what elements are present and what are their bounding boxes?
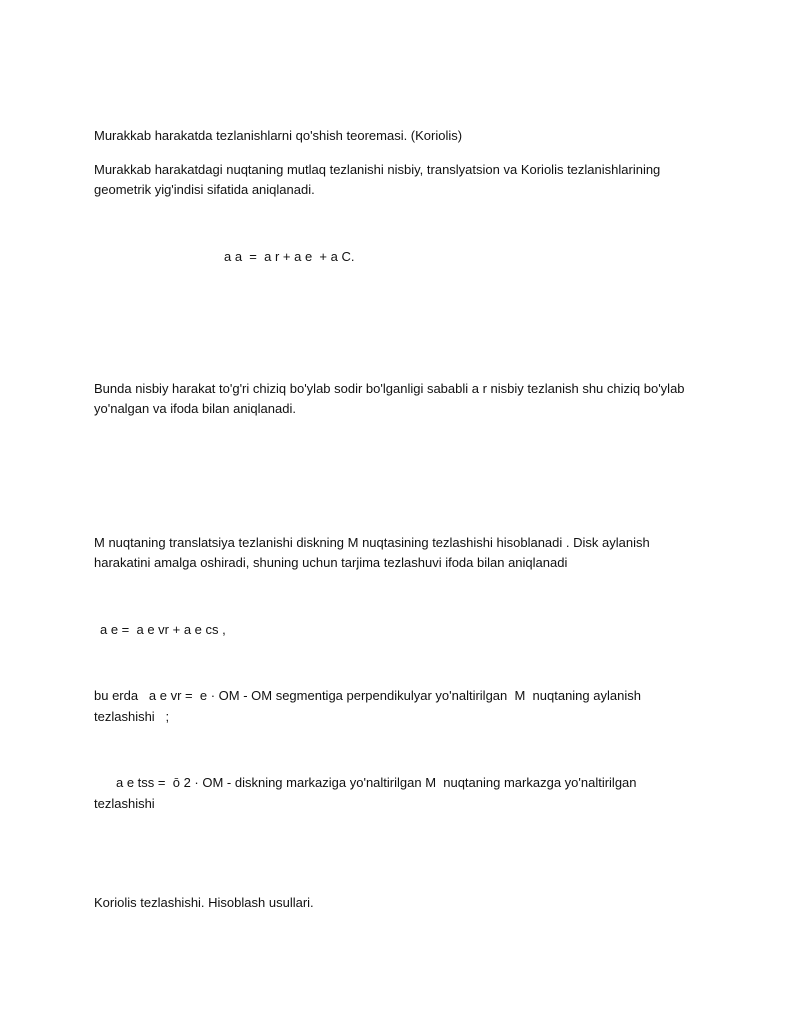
- centripetal-acceleration-line: a e tss = ō 2 · OM - diskning markaziga yo'naltirilgan M nuqtaning markazga yo'naltirilgan: [116, 775, 637, 790]
- section-heading: Murakkab harakatda tezlanishlarni qo'shish teoremasi. (Koriolis): [94, 128, 463, 143]
- translational-acceleration-paragraph: M nuqtaning translatsiya tezlanishi diskning M nuqtasining tezlashishi hisoblanadi . Disk aylanish harakatini amalga oshiradi, shuning uchun tarjima tezlashuvi ifoda bilan aniqlanadi: [94, 535, 650, 570]
- rotational-acceleration-line-continued: tezlashishi ;: [94, 709, 170, 724]
- rotational-acceleration-line: bu erda a e vr = e · OM - OM segmentiga perpendikulyar yo'naltirilgan M nuqtaning aylanish: [94, 688, 641, 703]
- centripetal-acceleration-line-continued: tezlashishi: [94, 796, 155, 811]
- coriolis-subheading: Koriolis tezlashishi. Hisoblash usullari.: [94, 895, 314, 910]
- translational-formula: a e = a e vr + a e cs ,: [100, 622, 226, 637]
- relative-acceleration-paragraph: Bunda nisbiy harakat to'g'ri chiziq bo'ylab sodir bo'lganligi sababli a r nisbiy tezlanish shu chiziq bo'ylab yo'nalgan va ifoda bilan aniqlanadi.: [94, 381, 685, 416]
- intro-paragraph: Murakkab harakatdagi nuqtaning mutlaq tezlanishi nisbiy, translyatsion va Koriolis tezlanishlarining geometrik yig'indisi sifatida aniqlanadi.: [94, 162, 661, 197]
- main-formula: a a = a r + a e + a C.: [224, 249, 355, 264]
